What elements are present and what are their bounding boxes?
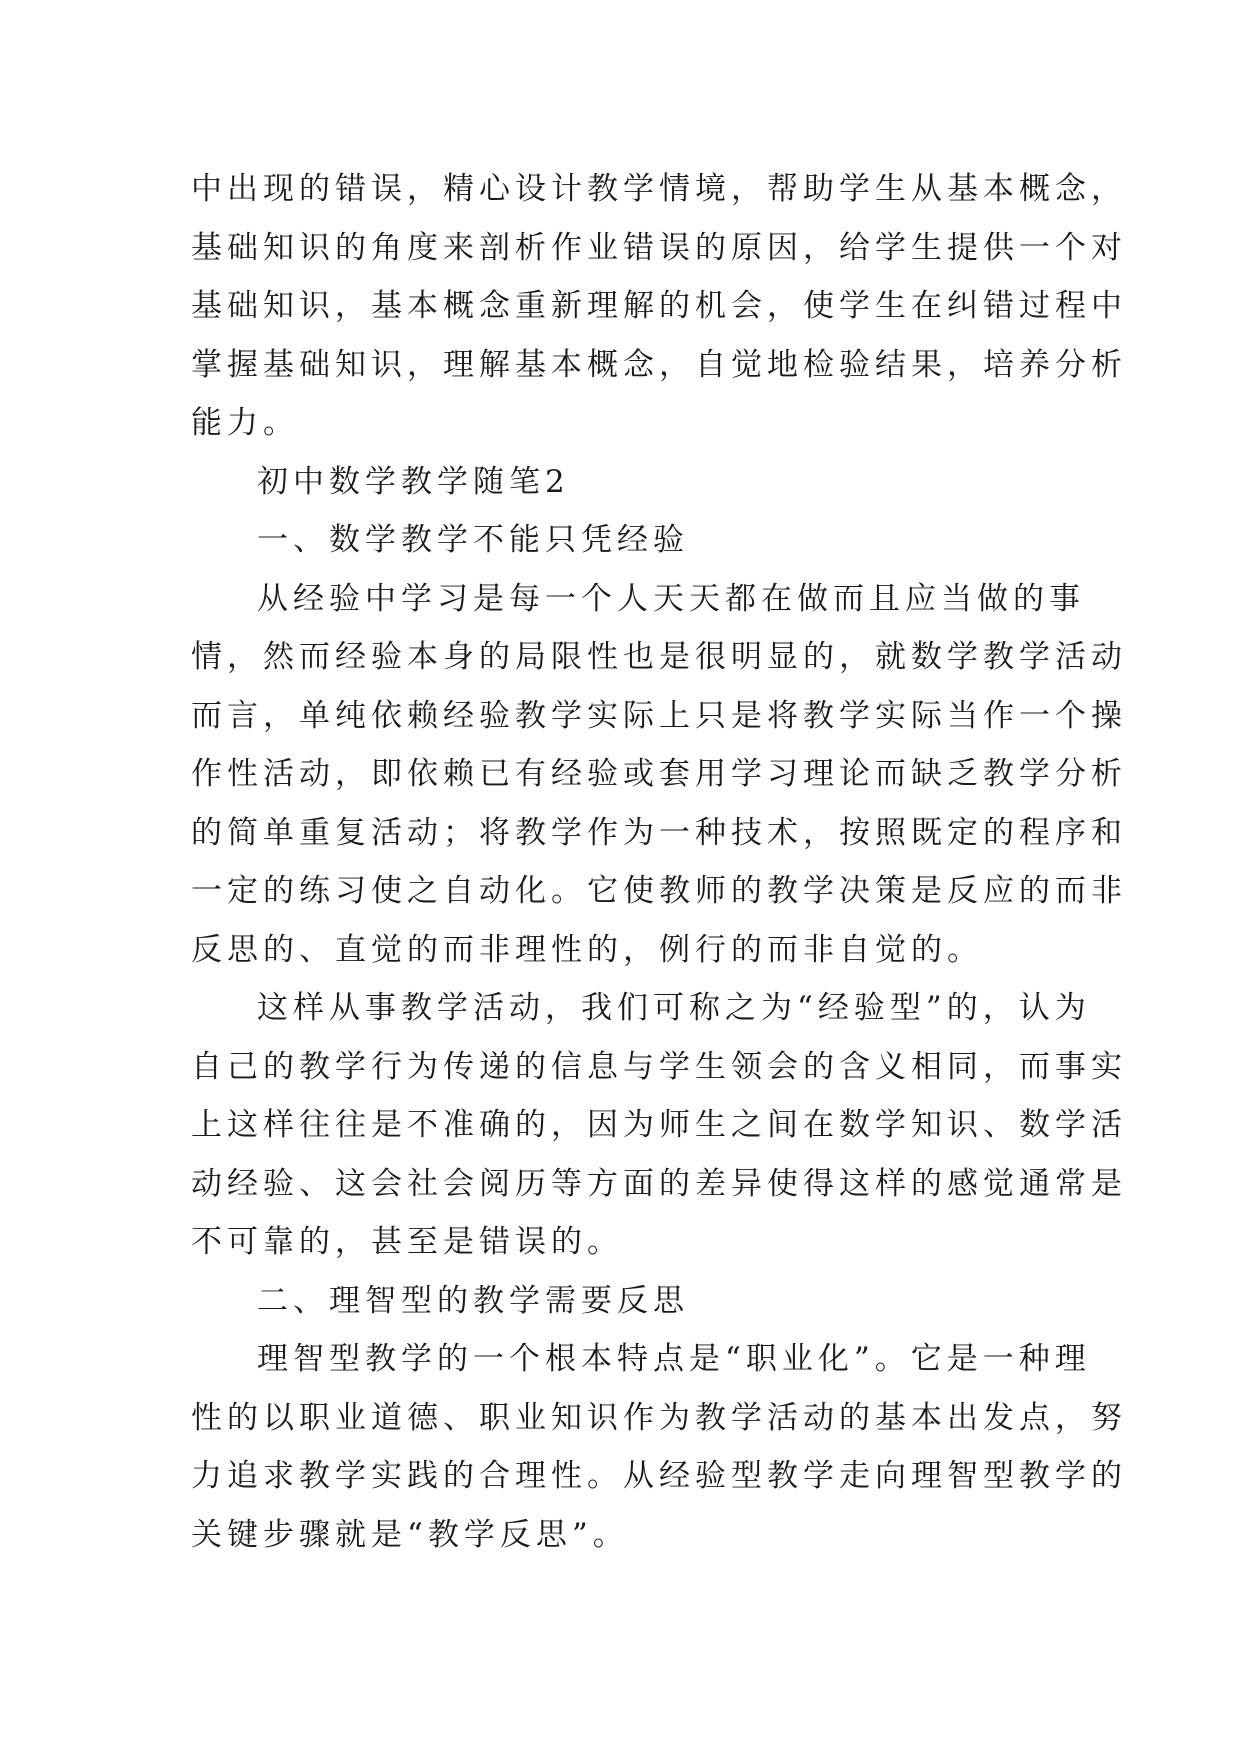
paragraph-line: 作性活动，即依赖已有经验或套用学习理论而缺乏教学分析 [191,756,1127,792]
paragraph-line: 反思的、直觉的而非理性的，例行的而非自觉的。 [191,931,983,968]
paragraph-line: 而言，单纯依赖经验教学实际上只是将教学实际当作一个操 [191,697,1127,734]
paragraph-line: 关键步骤就是“教学反思”。 [191,1516,629,1553]
paragraph-line: 上这样往往是不准确的，因为师生之间在数学知识、数学活 [191,1107,1127,1143]
paragraph-line: 从经验中学习是每一个人天天都在做而且应当做的事 [257,580,1085,617]
paragraph-line: 动经验、这会社会阅历等方面的差异使得这样的感觉通常是 [191,1165,1127,1202]
paragraph-line: 力追求教学实践的合理性。从经验型教学走向理智型教学的 [191,1458,1127,1494]
paragraph-line: 自己的教学行为传递的信息与学生领会的含义相同，而事实 [191,1048,1127,1085]
paragraph-line: 一定的练习使之自动化。它使教师的教学决策是反应的而非 [191,873,1127,909]
paragraph-line: 基础知识的角度来剖析作业错误的原因，给学生提供一个对 [191,229,1127,266]
paragraph-line: 掌握基础知识，理解基本概念，自觉地检验结果，培养分析 [191,346,1127,383]
paragraph-line: 能力。 [191,405,299,441]
paragraph-line: 性的以职业道德、职业知识作为教学活动的基本出发点，努 [191,1399,1127,1436]
paragraph-line: 理智型教学的一个根本特点是“职业化”。它是一种理 [257,1341,1091,1377]
document-body [191,160,1127,1564]
section-title: 初中数学教学随笔2 [257,463,570,500]
section-heading: 一、数学教学不能只凭经验 [257,522,689,558]
paragraph-line: 中出现的错误，精心设计教学情境，帮助学生从基本概念， [191,171,1127,207]
paragraph-line: 这样从事教学活动，我们可称之为“经验型”的，认为 [257,990,1091,1026]
paragraph-line: 不可靠的，甚至是错误的。 [191,1224,623,1260]
paragraph-line: 情，然而经验本身的局限性也是很明显的，就数学教学活动 [191,639,1127,675]
section-heading: 二、理智型的教学需要反思 [257,1282,689,1319]
paragraph-line: 基础知识，基本概念重新理解的机会，使学生在纠错过程中 [191,288,1127,324]
paragraph-line: 的简单重复活动；将教学作为一种技术，按照既定的程序和 [191,814,1127,851]
